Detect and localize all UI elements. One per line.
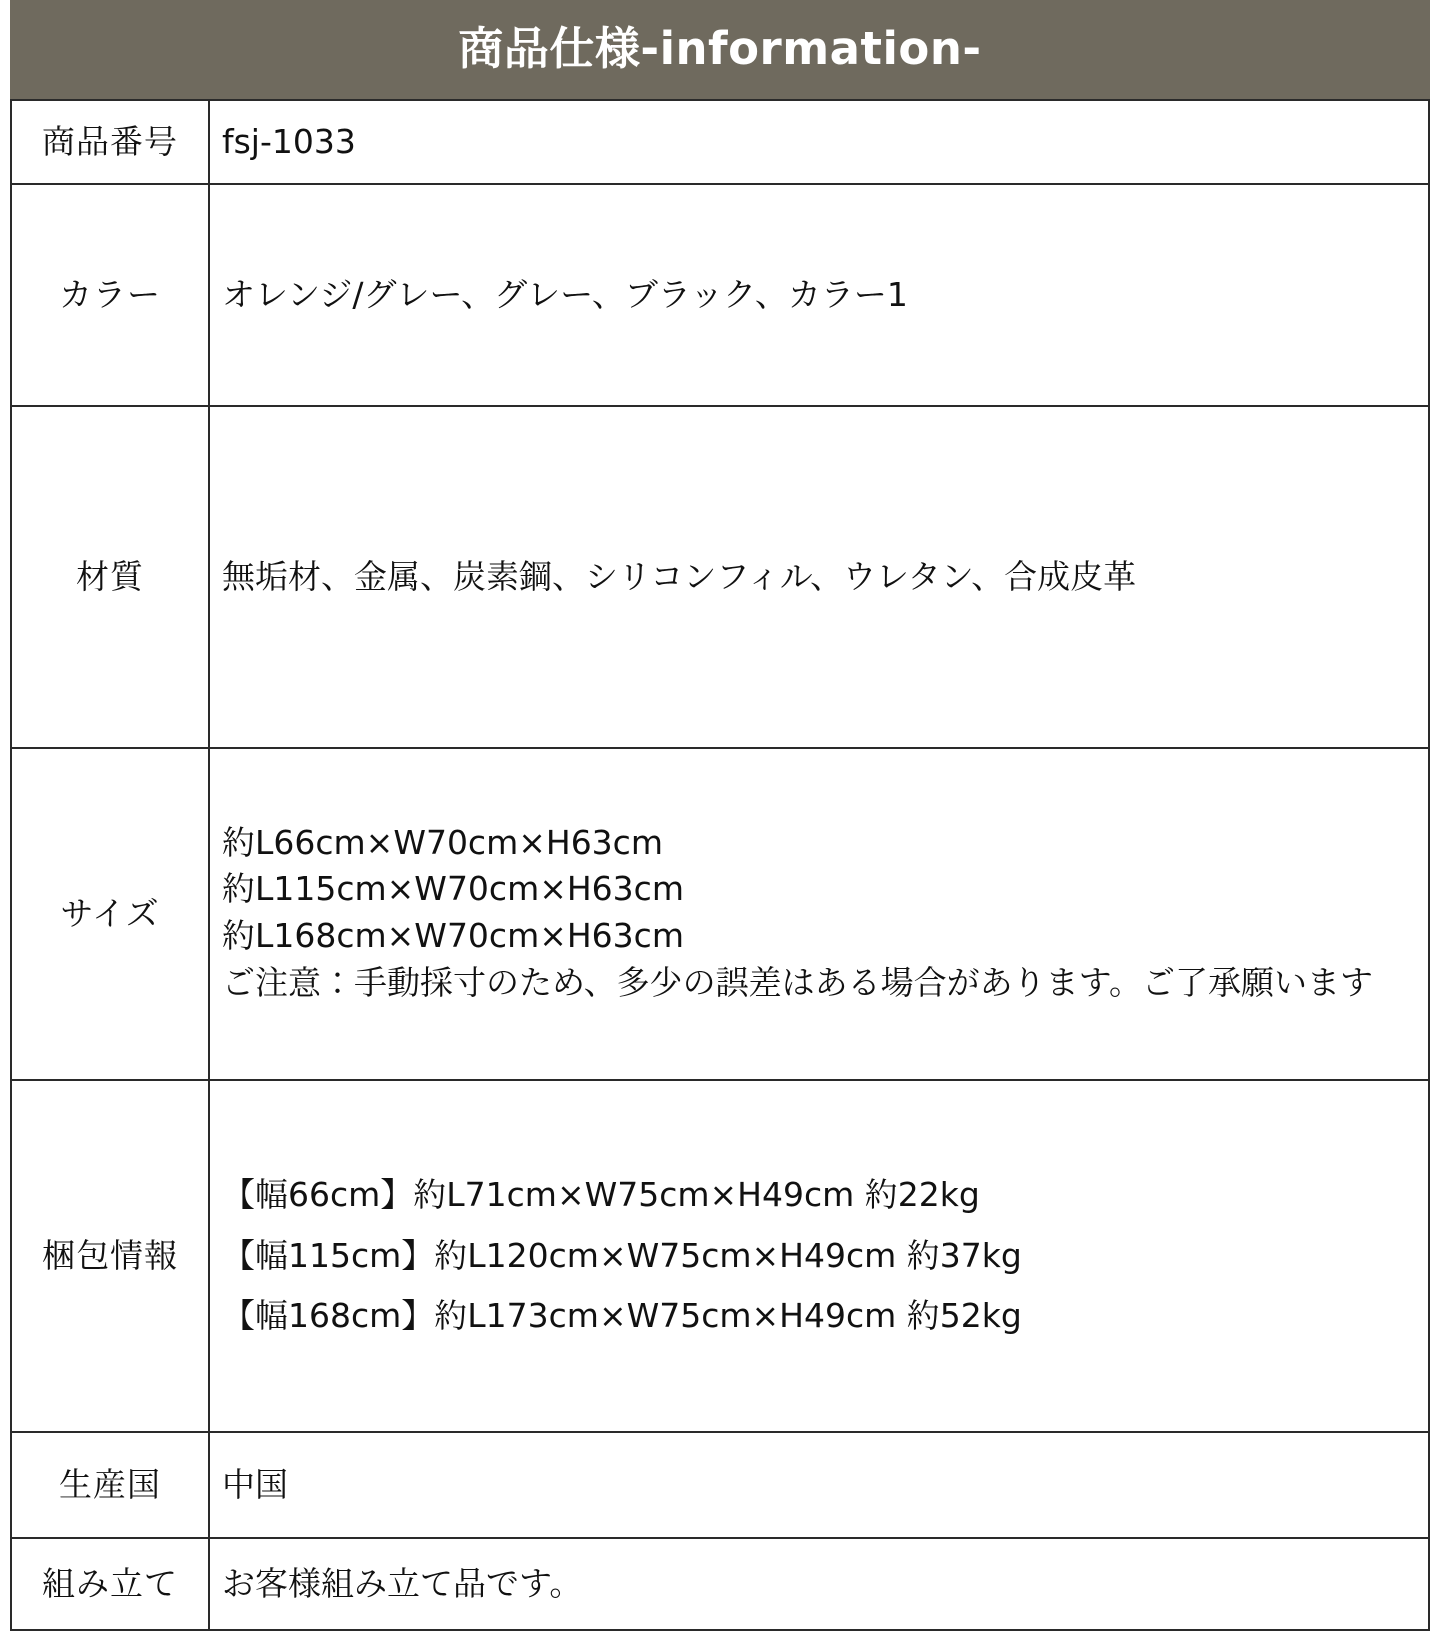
table-row <box>11 100 1429 184</box>
row-value-size <box>209 748 1429 1080</box>
table-row <box>11 1080 1429 1432</box>
page-title: 商品仕様-information- <box>10 0 1430 99</box>
row-value-assembly <box>209 1538 1429 1630</box>
specification-table <box>10 99 1430 1631</box>
table-row <box>11 1538 1429 1630</box>
row-label-product-number: 商品番号 <box>11 100 209 184</box>
row-label-size: サイズ <box>11 748 209 1080</box>
value-line: 【幅115cm】約L120cm×W75cm×H49cm 約37kg <box>222 1235 1022 1275</box>
row-value-country <box>209 1432 1429 1538</box>
value-line: 約L66cm×W70cm×H63cm <box>222 822 663 862</box>
value-line: オレンジ/グレー、グレー、ブラック、カラー1 <box>222 274 908 314</box>
row-label-color: カラー <box>11 184 209 406</box>
value-line: 【幅66cm】約L71cm×W75cm×H49cm 約22kg <box>222 1175 980 1215</box>
row-label-country: 生産国 <box>11 1432 209 1538</box>
row-value-material <box>209 406 1429 748</box>
row-value-product-number <box>209 100 1429 184</box>
table-row <box>11 748 1429 1080</box>
value-line: 中国 <box>222 1464 288 1504</box>
row-value-color <box>209 184 1429 406</box>
table-row <box>11 1432 1429 1538</box>
row-label-packaging: 梱包情報 <box>11 1080 209 1432</box>
value-line: 無垢材、金属、炭素鋼、シリコンフィル、ウレタン、合成皮革 <box>222 556 1137 596</box>
row-value-packaging <box>209 1080 1429 1432</box>
value-line: 約L115cm×W70cm×H63cm <box>222 869 684 909</box>
value-line: 約L168cm×W70cm×H63cm <box>222 916 684 955</box>
table-row <box>11 406 1429 748</box>
row-label-material: 材質 <box>11 406 209 748</box>
value-line: お客様組み立て品です。 <box>222 1563 583 1603</box>
value-line: fsj-1033 <box>222 121 356 161</box>
row-label-assembly: 組み立て <box>11 1538 209 1630</box>
table-row <box>11 184 1429 406</box>
value-line-note: ご注意：手動採寸のため、多少の誤差はある場合があります。ご了承願います <box>222 962 1374 1002</box>
value-line: 【幅168cm】約L173cm×W75cm×H49cm 約52kg <box>222 1296 1022 1336</box>
